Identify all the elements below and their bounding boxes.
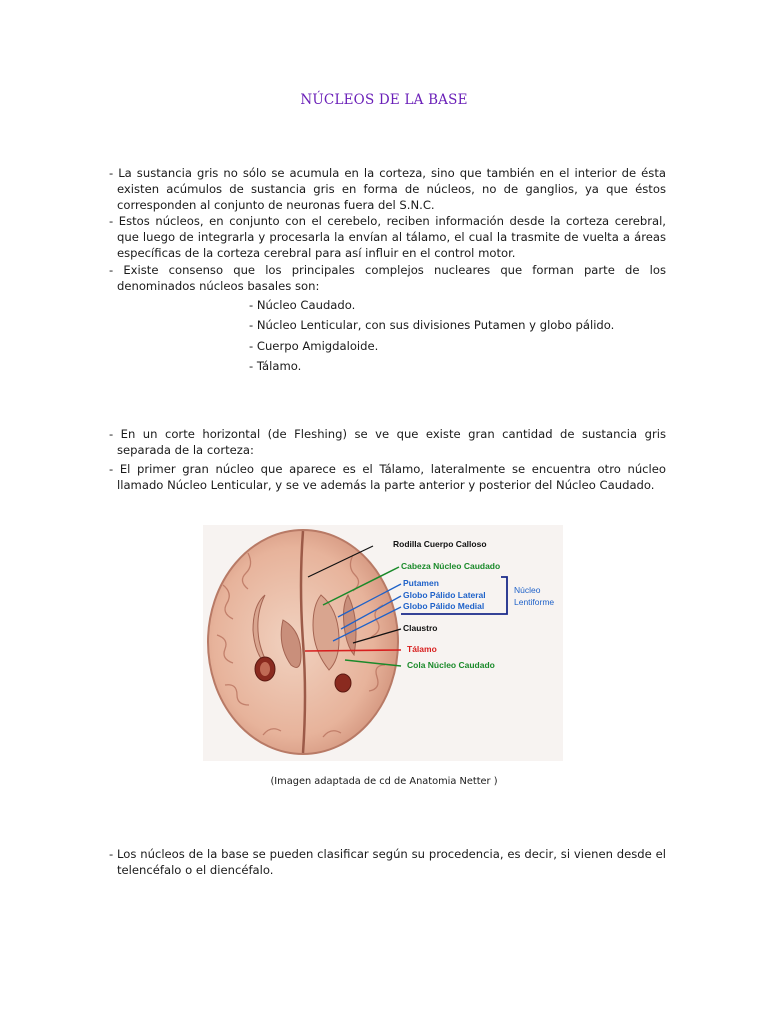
label-talamo: Tálamo: [407, 644, 437, 654]
paragraph-primer-nucleo: - El primer gran núcleo que aparece es el Tálamo, lateralmente se encuentra otro núcleo llamado Núcleo Lenticular, y se ve además la parte anterior y posterior del Núcleo Caudado.: [109, 462, 666, 492]
label-cola: Cola Núcleo Caudado: [407, 660, 495, 670]
label-nucleo: Núcleo: [514, 585, 541, 595]
list-item-amigdaloide: - Cuerpo Amigdaloide.: [249, 339, 379, 353]
label-claustro: Claustro: [403, 623, 438, 633]
paragraph-clasificacion: - Los núcleos de la base se pueden clasificar según su procedencia, es decir, si vienen desde el telencéfalo o el diencéfalo.: [109, 847, 666, 877]
paragraph-estos-nucleos: - Estos núcleos, en conjunto con el cerebelo, reciben información desde la corteza cerebral, que luego de integrarla y procesarla la envían al tálamo, el cual la trasmite de vuelta a áreas específicas de la corteza cerebral para así influir en el control motor.: [109, 214, 666, 260]
list-item-lenticular: - Núcleo Lenticular, con sus divisiones Putamen y globo pálido.: [249, 318, 615, 332]
paragraph-corte-horizontal: - En un corte horizontal (de Fleshing) se ve que existe gran cantidad de sustancia gris separada de la corteza:: [109, 427, 666, 457]
paragraph-consenso: - Existe consenso que los principales complejos nucleares que forman parte de los denominados núcleos basales son:: [109, 263, 666, 293]
label-rodilla: Rodilla Cuerpo Calloso: [393, 539, 487, 549]
paragraph-sustancia-gris: - La sustancia gris no sólo se acumula en la corteza, sino que también en el interior de ésta existen acúmulos de sustancia gris en forma de núcleos, no de ganglios, ya que éstos corresponden al conjunto de neuronas fuera del S.N.C.: [109, 166, 666, 212]
label-putamen: Putamen: [403, 578, 439, 588]
label-globo-medial: Globo Pálido Medial: [403, 601, 485, 611]
line-talamo: [305, 650, 401, 651]
label-globo-lateral: Globo Pálido Lateral: [403, 590, 486, 600]
list-item-caudado: - Núcleo Caudado.: [249, 298, 356, 312]
document-title: NÚCLEOS DE LA BASE: [300, 92, 468, 108]
label-lentiforme: Lentiforme: [514, 597, 555, 607]
list-item-talamo: - Tálamo.: [249, 359, 302, 373]
label-cabeza: Cabeza Núcleo Caudado: [401, 561, 501, 571]
figure-caption: (Imagen adaptada de cd de Anatomia Netter ): [270, 776, 498, 787]
brain-horizontal-section-figure: [203, 525, 563, 761]
